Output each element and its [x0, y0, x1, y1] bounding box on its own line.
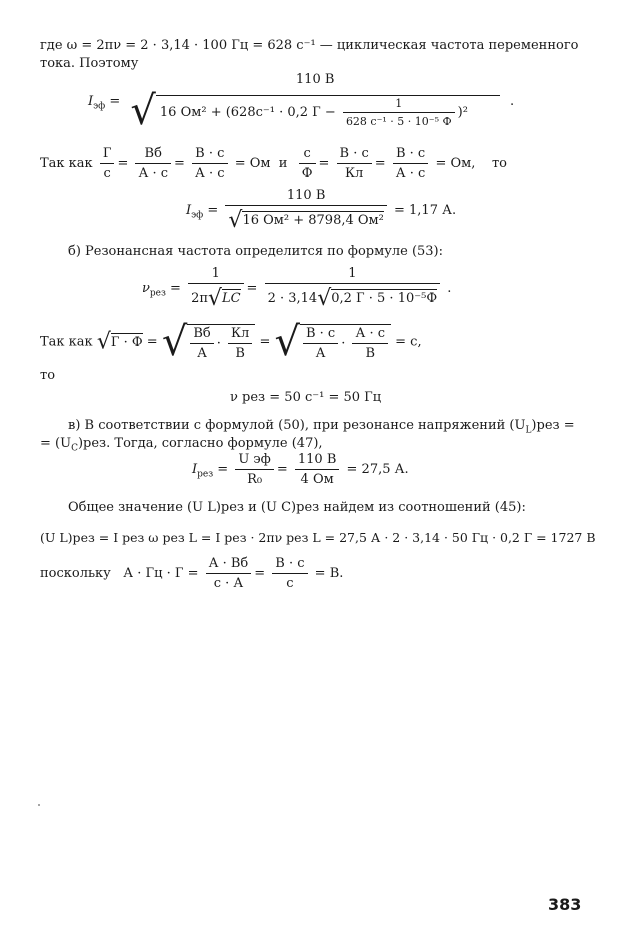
u1-f4d: Ф: [299, 163, 316, 181]
equation-i-res: $I_{рез}$ = $\frac{\text{U эф}}{\text{R₀}}$ = $\frac{110 В}{4 Ом}$ = 27,5 А.: [192, 452, 409, 487]
eq5-f2n: 110 В: [297, 452, 337, 467]
u2-f2n: Кл: [230, 325, 250, 341]
units1-intro: Так как: [40, 156, 93, 171]
eq1-den-a: 16 Ом² + (628с⁻¹ · 0,2 Г −: [159, 104, 336, 120]
eq2-den: 16 Ом² + 8798,4 Ом²: [242, 213, 384, 228]
equation-u-res: (U L)рез = I рез ω рез L = I рез · 2πν рез L = 27,5 А · 2 · 3,14 · 50 Гц · 0,2 Г = 1727 В: [40, 530, 596, 545]
pc2-text: = (U: [40, 436, 72, 451]
eq3-f2n: 1: [348, 266, 357, 281]
sqrt-icon: √: [207, 286, 222, 311]
u1-then: то: [491, 156, 507, 171]
eq1-inner-den: 628 с⁻¹ · 5 · 10⁻⁵ Ф: [343, 112, 455, 128]
eq3-f2d-rad: 0,2 Г · 5 · 10⁻⁵Ф: [331, 291, 438, 306]
eq3-f1d-rad: LC: [221, 291, 241, 306]
u1-f1n: Г: [102, 146, 112, 161]
since-f1n: А · Вб: [208, 556, 249, 571]
eq5-f2d: 4 Ом: [295, 469, 340, 487]
eq3-lhs-sub: рез: [149, 288, 166, 299]
sqrt-icon: √: [228, 208, 243, 233]
to-text: то: [40, 368, 56, 383]
stray-mark: [38, 804, 40, 806]
since-f2n: В · с: [275, 556, 305, 571]
since-f2d: с: [272, 573, 307, 591]
eq1-numerator: 110 В: [295, 72, 335, 87]
sqrt-icon: √: [130, 88, 156, 134]
u1-f2n: Вб: [144, 146, 162, 161]
eq1-tail: )²: [457, 104, 468, 120]
u1-f3d: А · с: [192, 163, 228, 181]
eq1-inner-num: 1: [395, 96, 403, 110]
u1-res2: = Ом,: [435, 156, 476, 171]
sqrt-icon: √: [317, 286, 332, 311]
u1-f6d: А · с: [393, 163, 429, 181]
eq1-denominator: [127, 88, 503, 134]
u1-f3n: В · с: [195, 146, 225, 161]
u1-f5n: В · с: [339, 146, 369, 161]
eq5-f1d: R₀: [235, 469, 274, 487]
eq3-f2d-pre: 2 · 3,14: [267, 291, 318, 306]
units-line-2: Так как √Г · Ф = √ $\frac{Вб}{А}$ · $\frac{Кл}{В}$ = √ $\frac{В \cdot с}{А}$ · $\frac{А \cdot с}{В}$ = с,: [40, 319, 422, 365]
part-c-line-2: [40, 436, 323, 454]
u1-res1: = Ом: [234, 156, 271, 171]
pc2-sub: C: [71, 443, 78, 454]
u2-f2d: В: [228, 343, 252, 361]
sqrt-icon: √: [161, 319, 188, 365]
eq5-f1n: U эф: [238, 452, 271, 467]
pc1-tail: )рез =: [531, 418, 575, 433]
since-lhs: А · Гц · Г =: [123, 566, 199, 581]
u2-f1n: Вб: [193, 325, 211, 341]
pc1-text: в) В соответствии с формулой (50), при резонансе напряжений (U: [68, 418, 526, 433]
eq2-lhs: I: [186, 203, 192, 218]
eq5-lhs: I: [192, 462, 198, 477]
u2-f3d: А: [303, 343, 338, 361]
equation-i-eff-2: $I_{эф}$ = $\frac{110 В}{\text{√16 Ом² + 8798,4 Ом²}}$ = 1,17 А.: [186, 188, 457, 233]
u2-f4n: А · с: [355, 325, 386, 341]
part-b-text: б) Резонансная частота определится по формуле (53):: [68, 244, 444, 259]
u1-f6n: В · с: [395, 146, 426, 161]
page-number: 383: [548, 895, 582, 914]
eq2-lhs-sub: эф: [191, 210, 204, 221]
equation-nu-value: ν рез = 50 с⁻¹ = 50 Гц: [230, 390, 382, 405]
u2-f4d: В: [352, 343, 388, 361]
units2-intro: Так как: [40, 334, 93, 350]
eq3-f1n: 1: [211, 266, 220, 281]
text-line-1: где ω = 2πν = 2 · 3,14 · 100 Гц = 628 с⁻¹ — циклическая частота переменного: [40, 38, 579, 53]
eq1-end: .: [510, 94, 515, 109]
sqrt-icon: √: [274, 319, 300, 365]
pc2-tail: )рез. Тогда, согласно формуле (47),: [77, 436, 323, 451]
u2-f3n: В · с: [305, 325, 336, 341]
since-word: поскольку: [40, 566, 111, 581]
u1-and: и: [278, 156, 288, 171]
since-res: = В.: [314, 566, 344, 581]
units-line-1: Так как $\frac{Г}{с}$ = $\frac{Вб}{А \cdot с}$ = $\frac{В \cdot с}{А \cdot с}$ = Ом и $\frac{с}{Ф}$ = $\frac{В \cdot с}{Кл}$ = $\frac{В \cdot с}{А \cdot с}$ = Ом, то: [40, 146, 507, 181]
text-line-2: тока. Поэтому: [40, 56, 139, 71]
u1-f2d: А · с: [135, 163, 171, 181]
pc1-sub: L: [525, 425, 532, 436]
general-text: Общее значение (U L)рез и (U C)рез найдем из соотношений (45):: [68, 500, 526, 515]
equation-i-eff-1: $I_{эф}$ = 110 В √ 16 Ом² + (628с⁻¹ · 0,2 Г − $\frac{1}{\text{628 с⁻¹ · 5 · 10⁻⁵ Ф}}$ )² .: [88, 72, 515, 134]
since-f1d: с · А: [206, 573, 252, 591]
part-c-line-1: [68, 418, 575, 436]
eq2-num: 110 В: [286, 188, 326, 203]
u1-f1d: с: [100, 163, 115, 181]
eq2-res: = 1,17 А.: [394, 203, 457, 218]
u2-res: = с,: [395, 334, 422, 350]
eq5-lhs-sub: рез: [197, 469, 214, 480]
eq1-lhs: I: [88, 94, 94, 109]
eq3-f1d-pre: 2π: [191, 291, 208, 306]
eq3-end: .: [447, 281, 452, 296]
units2-rad: Г · Ф: [110, 334, 143, 350]
equation-nu-res: $\nu_{рез}$ = $\frac{1}{2\pi√LC}$ = $\frac{1}{\text{2 · 3,14√0,2 Г · 5 · 10⁻⁵Ф}}$ .: [142, 266, 452, 311]
since-line: поскольку А · Гц · Г = $\frac{А \cdot Вб}{с \cdot А}$ = $\frac{В \cdot с}{с}$ = В.: [40, 556, 344, 591]
sqrt-icon: √: [96, 329, 111, 355]
eq5-res: = 27,5 А.: [346, 462, 409, 477]
u1-f5d: Кл: [337, 163, 372, 181]
eq1-lhs-sub: эф: [93, 101, 106, 112]
u2-f1d: А: [190, 343, 213, 361]
eq1-fraction: [127, 72, 503, 134]
eq3-lhs: ν: [142, 281, 150, 296]
u1-f4n: с: [303, 146, 311, 161]
